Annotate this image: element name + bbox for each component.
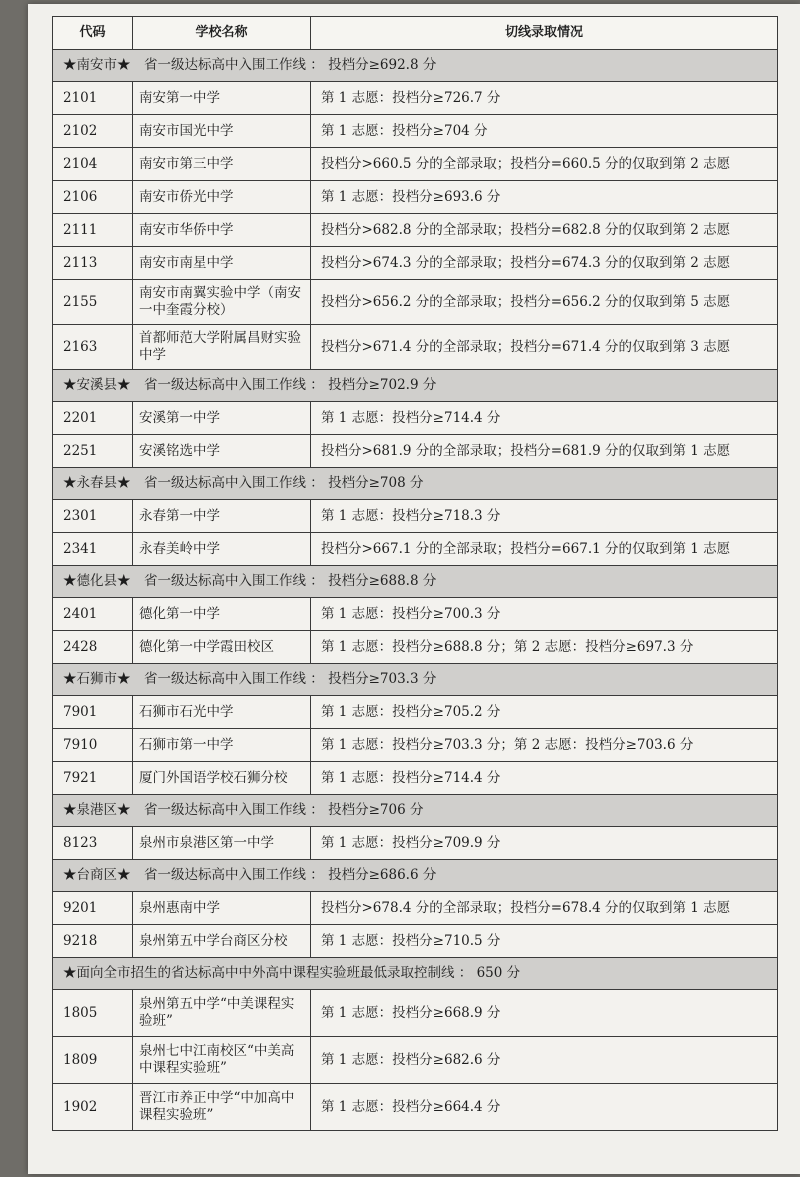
cutoff-rule: 第 1 志愿：投档分≥682.6 分: [311, 1037, 778, 1084]
group-header-row: [53, 566, 778, 598]
table-row: [53, 280, 778, 325]
table-row: [53, 148, 778, 181]
table-row: [53, 696, 778, 729]
group-header-row: [53, 468, 778, 500]
table-row: [53, 402, 778, 435]
school-name: 安溪铭选中学: [133, 435, 311, 468]
school-code: 1809: [53, 1037, 133, 1084]
group-title: ★南安市★ 省一级达标高中入围工作线 ： 投档分≥692.8 分: [53, 50, 778, 82]
school-name: 南安第一中学: [133, 82, 311, 115]
cutoff-rule: 第 1 志愿：投档分≥726.7 分: [311, 82, 778, 115]
school-code: 9201: [53, 892, 133, 925]
group-title: ★安溪县★ 省一级达标高中入围工作线 ： 投档分≥702.9 分: [53, 370, 778, 402]
table-row: [53, 827, 778, 860]
school-name: 泉州第五中学“中美课程实验班”: [133, 990, 311, 1037]
school-code: 2106: [53, 181, 133, 214]
table-header-row: [53, 17, 778, 50]
school-code: 1805: [53, 990, 133, 1037]
cutoff-rule: 第 1 志愿：投档分≥703.3 分；第 2 志愿：投档分≥703.6 分: [311, 729, 778, 762]
cutoff-rule: 第 1 志愿：投档分≥668.9 分: [311, 990, 778, 1037]
table-row: [53, 1037, 778, 1084]
table-row: [53, 533, 778, 566]
school-code: 2163: [53, 325, 133, 370]
table-row: [53, 892, 778, 925]
table-row: [53, 115, 778, 148]
group-header-row: [53, 958, 778, 990]
cutoff-rule: 第 1 志愿：投档分≥693.6 分: [311, 181, 778, 214]
group-title: ★面向全市招生的省达标高中中外高中课程实验班最低录取控制线 ： 650 分: [53, 958, 778, 990]
school-code: 2101: [53, 82, 133, 115]
school-name: 安溪第一中学: [133, 402, 311, 435]
school-name: 南安市南翼实验中学（南安一中奎霞分校）: [133, 280, 311, 325]
table-row: [53, 925, 778, 958]
cutoff-rule: 第 1 志愿：投档分≥710.5 分: [311, 925, 778, 958]
school-code: 9218: [53, 925, 133, 958]
school-code: 2341: [53, 533, 133, 566]
group-header-row: [53, 664, 778, 696]
cutoff-rule: 第 1 志愿：投档分≥704 分: [311, 115, 778, 148]
school-name: 南安市南星中学: [133, 247, 311, 280]
school-code: 1902: [53, 1084, 133, 1131]
group-title: ★德化县★ 省一级达标高中入围工作线 ： 投档分≥688.8 分: [53, 566, 778, 598]
school-name: 永春美岭中学: [133, 533, 311, 566]
school-code: 2201: [53, 402, 133, 435]
group-title: ★泉港区★ 省一级达标高中入围工作线 ： 投档分≥706 分: [53, 795, 778, 827]
table-row: [53, 598, 778, 631]
school-name: 石狮市石光中学: [133, 696, 311, 729]
table-row: [53, 1084, 778, 1131]
cutoff-rule: 第 1 志愿：投档分≥709.9 分: [311, 827, 778, 860]
cutoff-rule: 第 1 志愿：投档分≥705.2 分: [311, 696, 778, 729]
school-code: 2428: [53, 631, 133, 664]
school-name: 南安市侨光中学: [133, 181, 311, 214]
header-cutoff: 切线录取情况: [311, 17, 778, 50]
group-header-row: [53, 795, 778, 827]
cutoff-rule: 第 1 志愿：投档分≥664.4 分: [311, 1084, 778, 1131]
cutoff-rule: 投档分>656.2 分的全部录取；投档分=656.2 分的仅取到第 5 志愿: [311, 280, 778, 325]
cutoff-rule: 第 1 志愿：投档分≥714.4 分: [311, 762, 778, 795]
table-row: [53, 247, 778, 280]
table-row: [53, 435, 778, 468]
cutoff-rule: 第 1 志愿：投档分≥714.4 分: [311, 402, 778, 435]
cutoff-rule: 投档分>674.3 分的全部录取；投档分=674.3 分的仅取到第 2 志愿: [311, 247, 778, 280]
header-school-name: 学校名称: [133, 17, 311, 50]
cutoff-rule: 投档分>682.8 分的全部录取；投档分=682.8 分的仅取到第 2 志愿: [311, 214, 778, 247]
cutoff-rule: 投档分>671.4 分的全部录取；投档分=671.4 分的仅取到第 3 志愿: [311, 325, 778, 370]
school-name: 泉州惠南中学: [133, 892, 311, 925]
cutoff-rule: 第 1 志愿：投档分≥700.3 分: [311, 598, 778, 631]
cutoff-rule: 第 1 志愿：投档分≥688.8 分；第 2 志愿：投档分≥697.3 分: [311, 631, 778, 664]
school-code: 7910: [53, 729, 133, 762]
cutoff-rule: 投档分>678.4 分的全部录取；投档分=678.4 分的仅取到第 1 志愿: [311, 892, 778, 925]
table-row: [53, 82, 778, 115]
school-name: 永春第一中学: [133, 500, 311, 533]
school-code: 2104: [53, 148, 133, 181]
school-name: 南安市华侨中学: [133, 214, 311, 247]
school-name: 石狮市第一中学: [133, 729, 311, 762]
school-code: 2155: [53, 280, 133, 325]
group-title: ★永春县★ 省一级达标高中入围工作线 ： 投档分≥708 分: [53, 468, 778, 500]
cutoff-rule: 第 1 志愿：投档分≥718.3 分: [311, 500, 778, 533]
cutoff-rule: 投档分>667.1 分的全部录取；投档分=667.1 分的仅取到第 1 志愿: [311, 533, 778, 566]
table-row: [53, 500, 778, 533]
school-code: 2113: [53, 247, 133, 280]
cutoff-rule: 投档分>681.9 分的全部录取；投档分=681.9 分的仅取到第 1 志愿: [311, 435, 778, 468]
school-name: 德化第一中学霞田校区: [133, 631, 311, 664]
table-body: [53, 50, 778, 1131]
table-row: [53, 762, 778, 795]
school-name: 南安市国光中学: [133, 115, 311, 148]
group-title: ★石狮市★ 省一级达标高中入围工作线 ： 投档分≥703.3 分: [53, 664, 778, 696]
school-code: 7901: [53, 696, 133, 729]
table-row: [53, 181, 778, 214]
school-code: 2301: [53, 500, 133, 533]
school-name: 晋江市养正中学“中加高中课程实验班”: [133, 1084, 311, 1131]
school-name: 泉州七中江南校区“中美高中课程实验班”: [133, 1037, 311, 1084]
school-code: 7921: [53, 762, 133, 795]
table-row: [53, 990, 778, 1037]
table-row: [53, 325, 778, 370]
cutoff-rule: 投档分>660.5 分的全部录取；投档分=660.5 分的仅取到第 2 志愿: [311, 148, 778, 181]
school-code: 2111: [53, 214, 133, 247]
school-name: 厦门外国语学校石狮分校: [133, 762, 311, 795]
school-code: 2401: [53, 598, 133, 631]
header-code: 代码: [53, 17, 133, 50]
school-name: 泉州市泉港区第一中学: [133, 827, 311, 860]
school-code: 8123: [53, 827, 133, 860]
school-name: 德化第一中学: [133, 598, 311, 631]
group-header-row: [53, 860, 778, 892]
school-name: 泉州第五中学台商区分校: [133, 925, 311, 958]
group-header-row: [53, 50, 778, 82]
table-row: [53, 214, 778, 247]
table-row: [53, 729, 778, 762]
group-title: ★台商区★ 省一级达标高中入围工作线 ： 投档分≥686.6 分: [53, 860, 778, 892]
school-name: 南安市第三中学: [133, 148, 311, 181]
table-row: [53, 631, 778, 664]
group-header-row: [53, 370, 778, 402]
admission-cutoff-table: [52, 16, 778, 1131]
school-code: 2102: [53, 115, 133, 148]
school-code: 2251: [53, 435, 133, 468]
school-name: 首都师范大学附属昌财实验中学: [133, 325, 311, 370]
